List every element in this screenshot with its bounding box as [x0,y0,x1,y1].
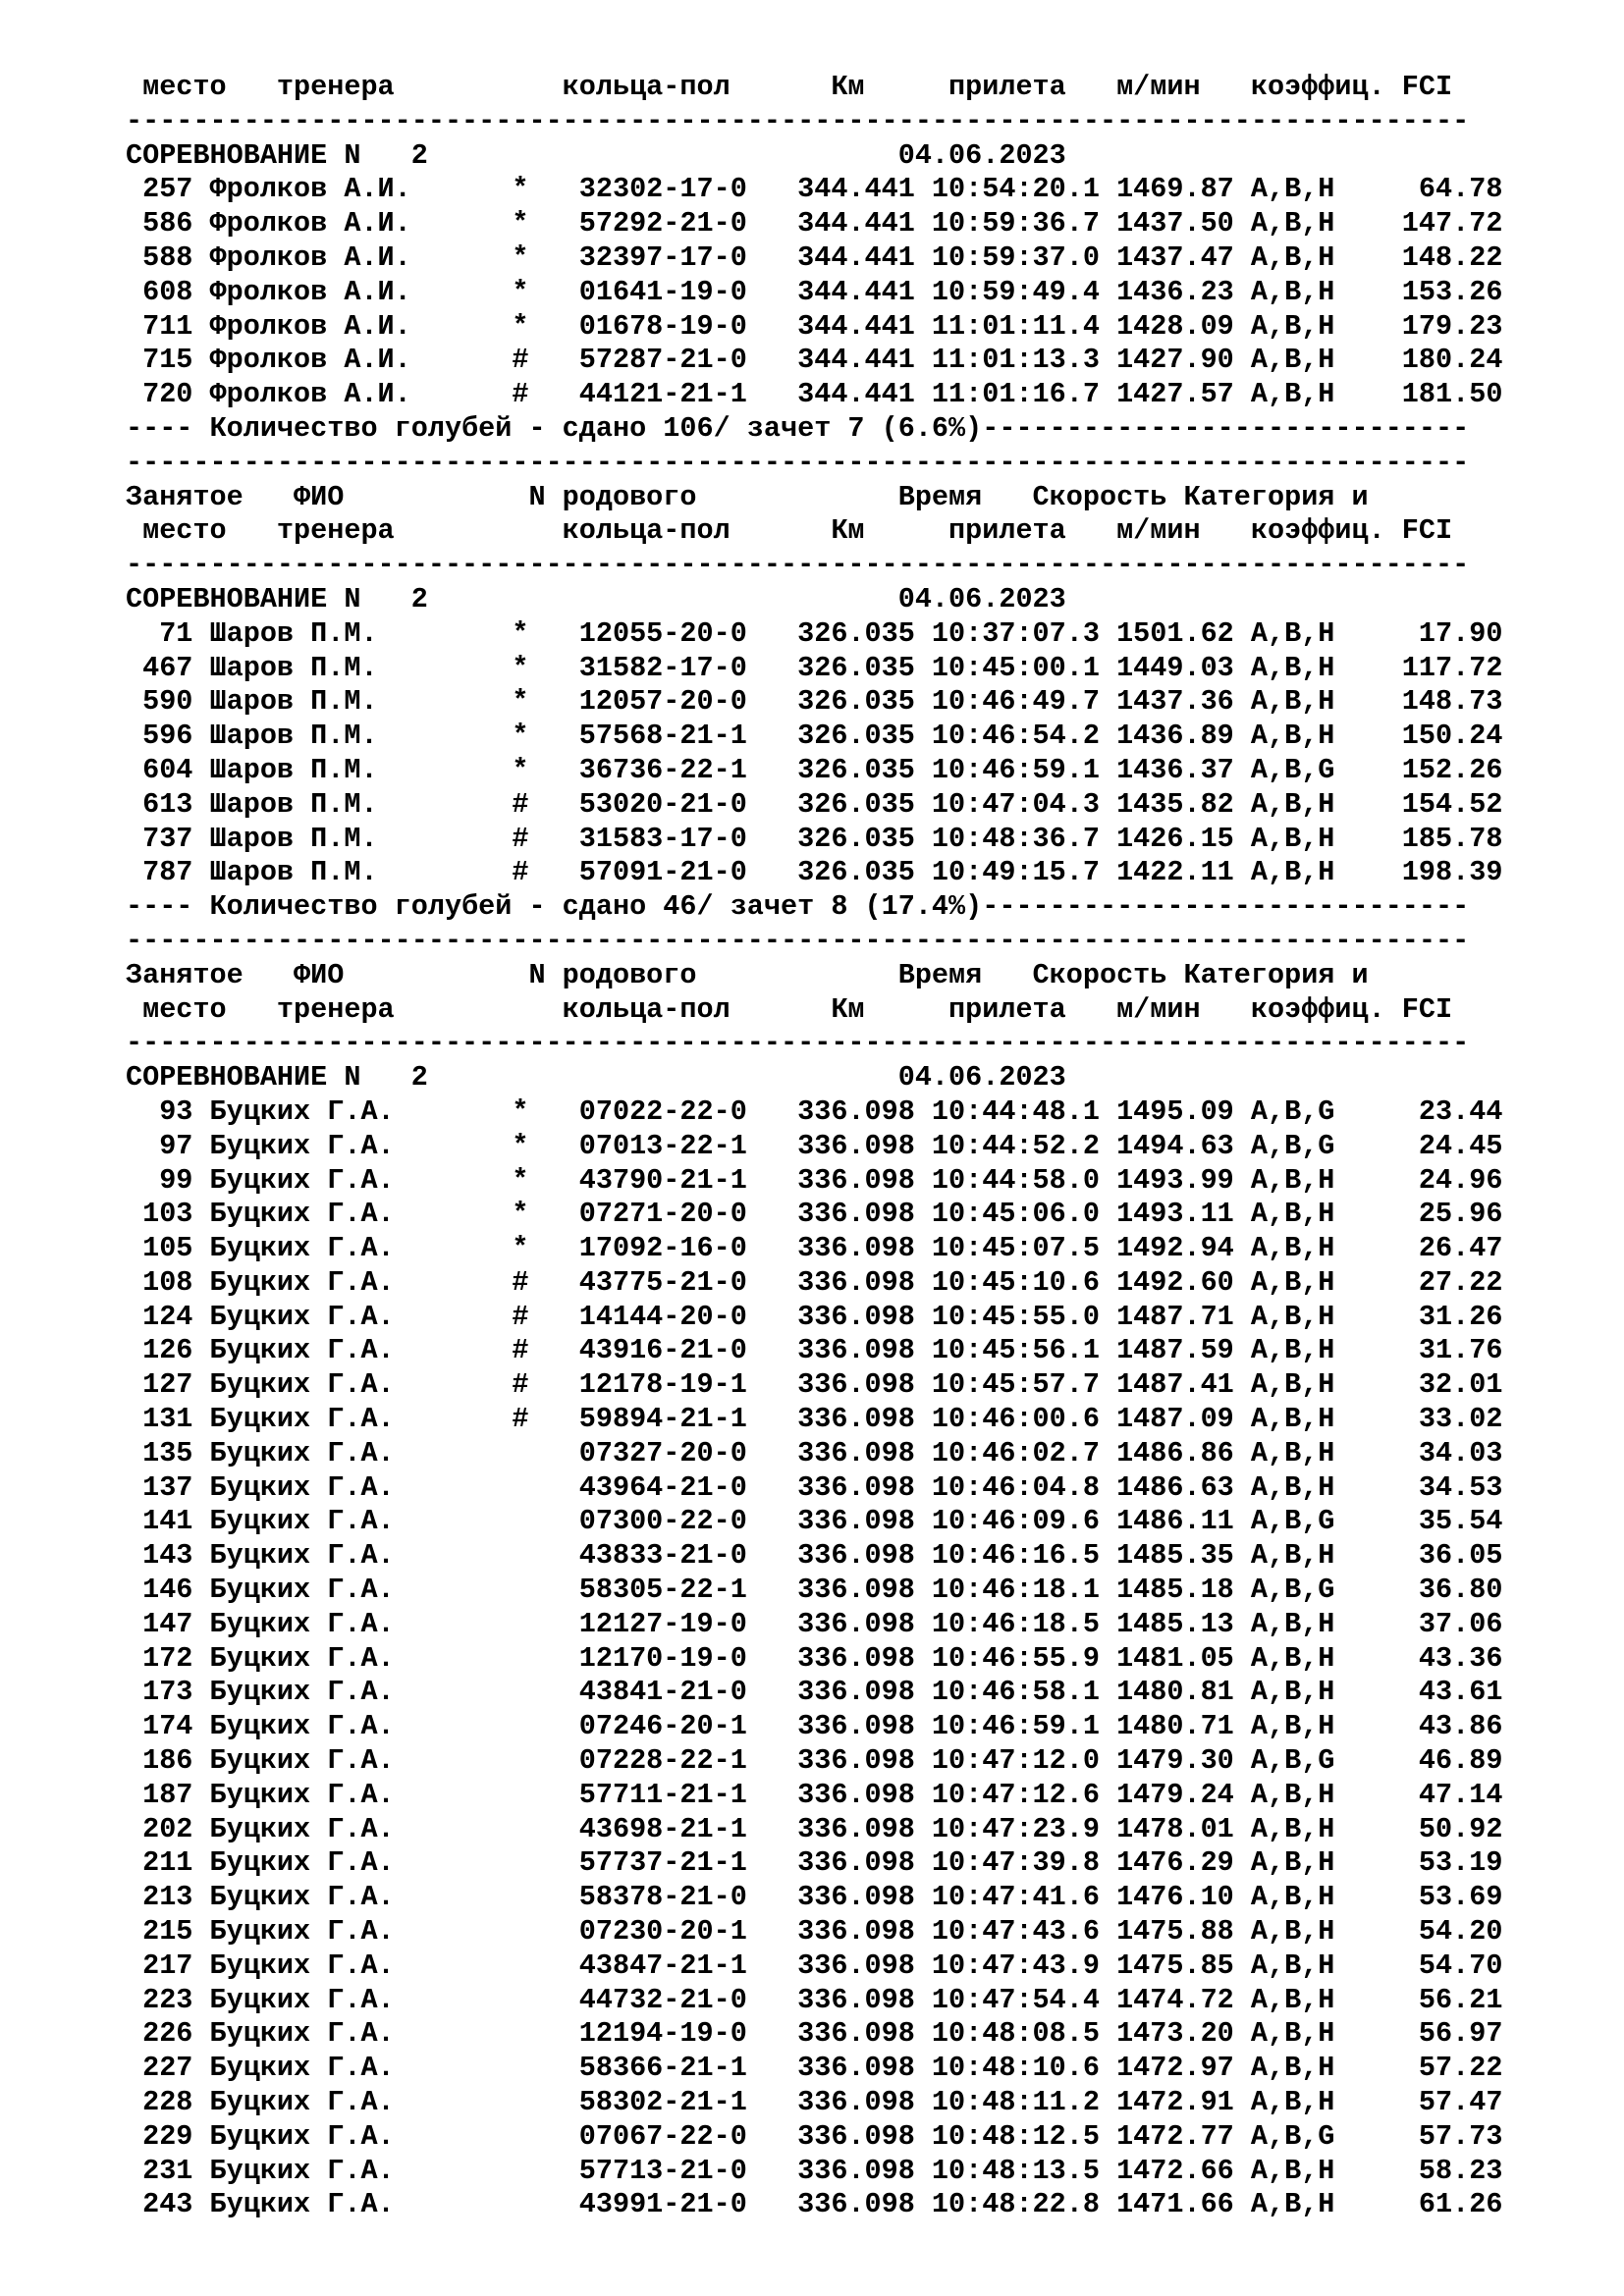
result-row: 596 Шаров П.М. * 57568-21-1 326.035 10:46:54.2 1436.89 A,B,H 150.24 [126,720,1503,753]
column-header-line: Занятое ФИО N родового Время Скорость Категория и [126,958,1369,991]
result-row: 217 Буцких Г.А. 43847-21-1 336.098 10:47:43.9 1475.85 A,B,H 54.70 [126,1949,1503,1982]
result-row: 711 Фролков А.И. * 01678-19-0 344.441 11:01:11.4 1428.09 A,B,H 179.23 [126,309,1503,343]
competition-title: СОРЕВНОВАНИЕ N 2 04.06.2023 [126,1061,1066,1095]
result-row: 174 Буцких Г.А. 07246-20-1 336.098 10:46:59.1 1480.71 A,B,H 43.86 [126,1710,1503,1743]
column-header-line: Занятое ФИО N родового Время Скорость Категория и [126,480,1369,513]
result-row: 787 Шаров П.М. # 57091-21-0 326.035 10:49:15.7 1422.11 A,B,H 198.39 [126,856,1503,889]
result-row: 223 Буцких Г.А. 44732-21-0 336.098 10:47:54.4 1474.72 A,B,H 56.21 [126,1983,1503,2016]
result-row: 737 Шаров П.М. # 31583-17-0 326.035 10:48:36.7 1426.15 A,B,H 185.78 [126,822,1503,855]
result-row: 257 Фролков А.И. * 32302-17-0 344.441 10:54:20.1 1469.87 A,B,H 64.78 [126,173,1503,206]
result-row: 97 Буцких Г.А. * 07013-22-1 336.098 10:44:52.2 1494.63 A,B,G 24.45 [126,1129,1503,1162]
competition-title: СОРЕВНОВАНИЕ N 2 04.06.2023 [126,582,1066,615]
result-row: 715 Фролков А.И. # 57287-21-0 344.441 11:01:13.3 1427.90 A,B,H 180.24 [126,344,1503,377]
result-row: 93 Буцких Г.А. * 07022-22-0 336.098 10:44:48.1 1495.09 A,B,G 23.44 [126,1095,1503,1128]
result-row: 172 Буцких Г.А. 12170-19-0 336.098 10:46:55.9 1481.05 A,B,H 43.36 [126,1641,1503,1675]
divider: -------------------------------------------------------------------------------- [126,549,1470,582]
result-row: 590 Шаров П.М. * 12057-20-0 326.035 10:46:49.7 1437.36 A,B,H 148.73 [126,685,1503,719]
result-row: 586 Фролков А.И. * 57292-21-0 344.441 10:59:36.7 1437.50 A,B,H 147.72 [126,207,1503,240]
results-report [126,71,1598,2222]
result-row: 143 Буцких Г.А. 43833-21-0 336.098 10:46:16.5 1485.35 A,B,H 36.05 [126,1539,1503,1573]
result-row: 108 Буцких Г.А. # 43775-21-0 336.098 10:45:10.6 1492.60 A,B,H 27.22 [126,1265,1503,1299]
result-row: 226 Буцких Г.А. 12194-19-0 336.098 10:48:08.5 1473.20 A,B,H 56.97 [126,2017,1503,2051]
result-row: 99 Буцких Г.А. * 43790-21-1 336.098 10:44:58.0 1493.99 A,B,H 24.96 [126,1163,1503,1197]
divider: -------------------------------------------------------------------------------- [126,924,1470,957]
result-row: 588 Фролков А.И. * 32397-17-0 344.441 10:59:37.0 1437.47 A,B,H 148.22 [126,240,1503,274]
result-row: 243 Буцких Г.А. 43991-21-0 336.098 10:48:22.8 1471.66 A,B,H 61.26 [126,2188,1503,2221]
result-row: 215 Буцких Г.А. 07230-20-1 336.098 10:47:43.6 1475.88 A,B,H 54.20 [126,1915,1503,1949]
result-row: 604 Шаров П.М. * 36736-22-1 326.035 10:46:59.1 1436.37 A,B,G 152.26 [126,753,1503,786]
result-row: 211 Буцких Г.А. 57737-21-1 336.098 10:47:39.8 1476.29 A,B,H 53.19 [126,1846,1503,1880]
result-row: 147 Буцких Г.А. 12127-19-0 336.098 10:46:18.5 1485.13 A,B,H 37.06 [126,1607,1503,1640]
section-summary: ---- Количество голубей - сдано 46/ зачет 8 (17.4%)----------------------------- [126,890,1470,924]
result-row: 467 Шаров П.М. * 31582-17-0 326.035 10:45:00.1 1449.03 A,B,H 117.72 [126,651,1503,684]
result-row: 131 Буцких Г.А. # 59894-21-1 336.098 10:46:00.6 1487.09 A,B,H 33.02 [126,1403,1503,1436]
column-header-line: место тренера кольца-пол Км прилета м/мин коэффиц. FCI [126,992,1453,1026]
result-row: 613 Шаров П.М. # 53020-21-0 326.035 10:47:04.3 1435.82 A,B,H 154.52 [126,787,1503,821]
result-row: 231 Буцких Г.А. 57713-21-0 336.098 10:48:13.5 1472.66 A,B,H 58.23 [126,2154,1503,2187]
result-row: 186 Буцких Г.А. 07228-22-1 336.098 10:47:12.0 1479.30 A,B,G 46.89 [126,1744,1503,1778]
result-row: 105 Буцких Г.А. * 17092-16-0 336.098 10:45:07.5 1492.94 A,B,H 26.47 [126,1232,1503,1265]
result-row: 608 Фролков А.И. * 01641-19-0 344.441 10:59:49.4 1436.23 A,B,H 153.26 [126,275,1503,308]
result-row: 213 Буцких Г.А. 58378-21-0 336.098 10:47:41.6 1476.10 A,B,H 53.69 [126,1881,1503,1914]
divider: -------------------------------------------------------------------------------- [126,446,1470,479]
result-row: 71 Шаров П.М. * 12055-20-0 326.035 10:37:07.3 1501.62 A,B,H 17.90 [126,616,1503,650]
column-header-line: место тренера кольца-пол Км прилета м/мин коэффиц. FCI [126,514,1453,548]
result-row: 103 Буцких Г.А. * 07271-20-0 336.098 10:45:06.0 1493.11 A,B,H 25.96 [126,1198,1503,1231]
divider: -------------------------------------------------------------------------------- [126,1027,1470,1060]
divider: -------------------------------------------------------------------------------- [126,104,1470,137]
result-row: 228 Буцких Г.А. 58302-21-1 336.098 10:48:11.2 1472.91 A,B,H 57.47 [126,2086,1503,2119]
result-row: 173 Буцких Г.А. 43841-21-0 336.098 10:46:58.1 1480.81 A,B,H 43.61 [126,1676,1503,1709]
result-row: 187 Буцких Г.А. 57711-21-1 336.098 10:47:12.6 1479.24 A,B,H 47.14 [126,1778,1503,1811]
competition-title: СОРЕВНОВАНИЕ N 2 04.06.2023 [126,138,1066,172]
result-row: 126 Буцких Г.А. # 43916-21-0 336.098 10:45:56.1 1487.59 A,B,H 31.76 [126,1334,1503,1367]
result-row: 227 Буцких Г.А. 58366-21-1 336.098 10:48:10.6 1472.97 A,B,H 57.22 [126,2052,1503,2085]
result-row: 202 Буцких Г.А. 43698-21-1 336.098 10:47:23.9 1478.01 A,B,H 50.92 [126,1812,1503,1845]
result-row: 124 Буцких Г.А. # 14144-20-0 336.098 10:45:55.0 1487.71 A,B,H 31.26 [126,1300,1503,1333]
result-row: 137 Буцких Г.А. 43964-21-0 336.098 10:46:04.8 1486.63 A,B,H 34.53 [126,1470,1503,1504]
result-row: 720 Фролков А.И. # 44121-21-1 344.441 11:01:16.7 1427.57 A,B,H 181.50 [126,378,1503,411]
column-header-line: место тренера кольца-пол Км прилета м/мин коэффиц. FCI [126,71,1453,103]
result-row: 229 Буцких Г.А. 07067-22-0 336.098 10:48:12.5 1472.77 A,B,G 57.73 [126,2119,1503,2153]
result-row: 127 Буцких Г.А. # 12178-19-1 336.098 10:45:57.7 1487.41 A,B,H 32.01 [126,1368,1503,1402]
result-row: 141 Буцких Г.А. 07300-22-0 336.098 10:46:09.6 1486.11 A,B,G 35.54 [126,1505,1503,1538]
result-row: 146 Буцких Г.А. 58305-22-1 336.098 10:46:18.1 1485.18 A,B,G 36.80 [126,1574,1503,1607]
result-row: 135 Буцких Г.А. 07327-20-0 336.098 10:46:02.7 1486.86 A,B,H 34.03 [126,1436,1503,1469]
section-summary: ---- Количество голубей - сдано 106/ зачет 7 (6.6%)----------------------------- [126,411,1470,445]
